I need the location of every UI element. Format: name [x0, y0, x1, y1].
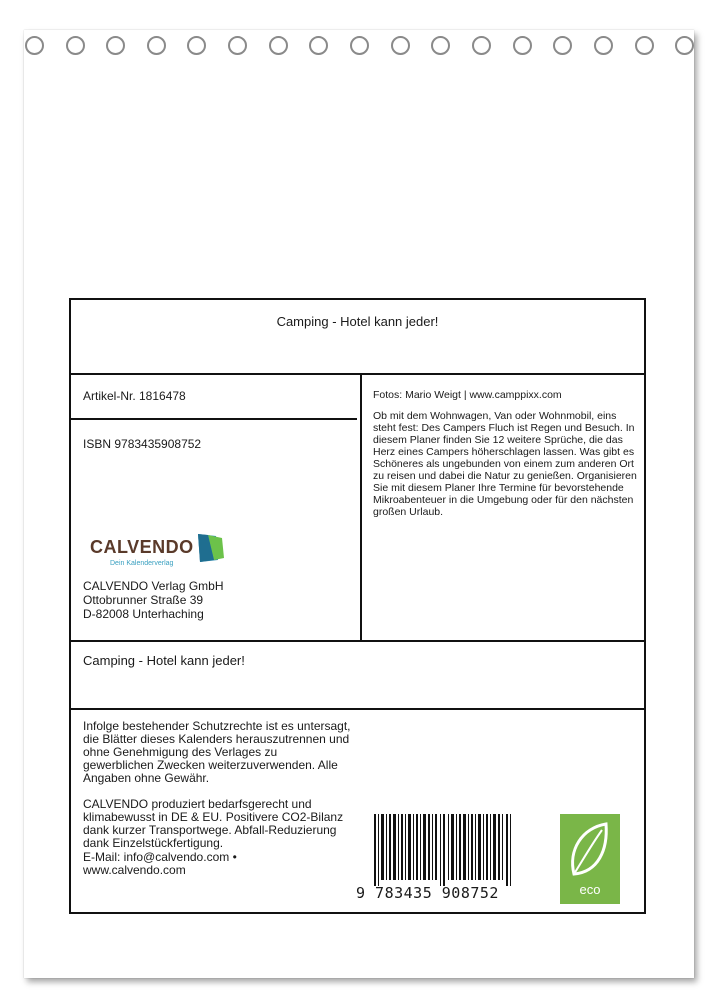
- binding-ring: [309, 36, 328, 55]
- cover-title: Camping - Hotel kann jeder!: [276, 314, 439, 329]
- column-divider: [360, 373, 362, 640]
- divider: [71, 708, 644, 710]
- eco-statement: CALVENDO produziert bedarfsgerecht und klimabewusst in DE & EU. Positivere CO2-Bilanz dank kurzer Transportwege. Abfall-Reduzierung dank Einzelstückfertigung.: [83, 797, 344, 850]
- binding-ring: [106, 36, 125, 55]
- legal-notice: Infolge bestehender Schutzrechte ist es untersagt, die Blätter dieses Kalenders herauszutrennen und ohne Genehmigung des Verlages zu gewerblichen Zwecken weiterzuverwenden. Alle Angaben ohne Gewähr.: [83, 719, 351, 785]
- binding-ring: [269, 36, 288, 55]
- photo-credit: Fotos: Mario Weigt | www.camppixx.com: [373, 389, 562, 401]
- publisher-street: Ottobrunner Straße 39: [83, 593, 204, 607]
- binding-ring: [513, 36, 532, 55]
- binding-ring: [472, 36, 491, 55]
- article-number: Artikel-Nr. 1816478: [83, 389, 186, 403]
- binding-ring: [187, 36, 206, 55]
- divider: [71, 373, 644, 375]
- logo-flag-icon: [194, 532, 226, 564]
- eco-badge: [560, 814, 620, 904]
- isbn-barcode: [356, 814, 520, 902]
- calendar-description: Ob mit dem Wohnwagen, Van oder Wohnmobil, eins steht fest: Des Campers Fluch ist Regen und Besuch. In diesem Planer finden Sie 12 weitere Sprüche, die das Herz eines Campers höherschlagen lassen. Was gibt es Schöneres als ungebunden von einem zum anderen Ort zu reisen und dabei die Natur zu genießen. Organisieren Sie mit diesem Planer Ihre Termine für bevorstehende Mikroabenteuer in die Umgebung oder für den nächsten großen Urlaub.: [373, 410, 637, 518]
- binding-ring: [635, 36, 654, 55]
- calvendo-logo: [90, 532, 230, 572]
- binding-ring: [553, 36, 572, 55]
- binding-ring: [431, 36, 450, 55]
- divider: [71, 418, 357, 420]
- binding-ring: [675, 36, 694, 55]
- calendar-title: Camping - Hotel kann jeder!: [83, 653, 245, 668]
- spiral-binding: [0, 36, 718, 60]
- barcode-bars: [370, 814, 520, 886]
- publisher-city: D-82008 Unterhaching: [83, 607, 204, 621]
- isbn: ISBN 9783435908752: [83, 437, 202, 451]
- binding-ring: [594, 36, 613, 55]
- info-panel: [69, 298, 646, 914]
- publisher-name: CALVENDO Verlag GmbH: [83, 579, 224, 593]
- barcode-digits: 9 783435 908752: [356, 884, 499, 902]
- binding-ring: [147, 36, 166, 55]
- binding-ring: [391, 36, 410, 55]
- contact-email: E-Mail: info@calvendo.com •: [83, 850, 237, 864]
- binding-ring: [350, 36, 369, 55]
- eco-label: eco: [579, 882, 601, 897]
- binding-ring: [25, 36, 44, 55]
- logo-wordmark: CALVENDO: [90, 537, 194, 557]
- divider: [71, 640, 644, 642]
- binding-ring: [66, 36, 85, 55]
- logo-tagline: Dein Kalenderverlag: [110, 560, 174, 567]
- binding-ring: [228, 36, 247, 55]
- website: www.calvendo.com: [83, 863, 186, 877]
